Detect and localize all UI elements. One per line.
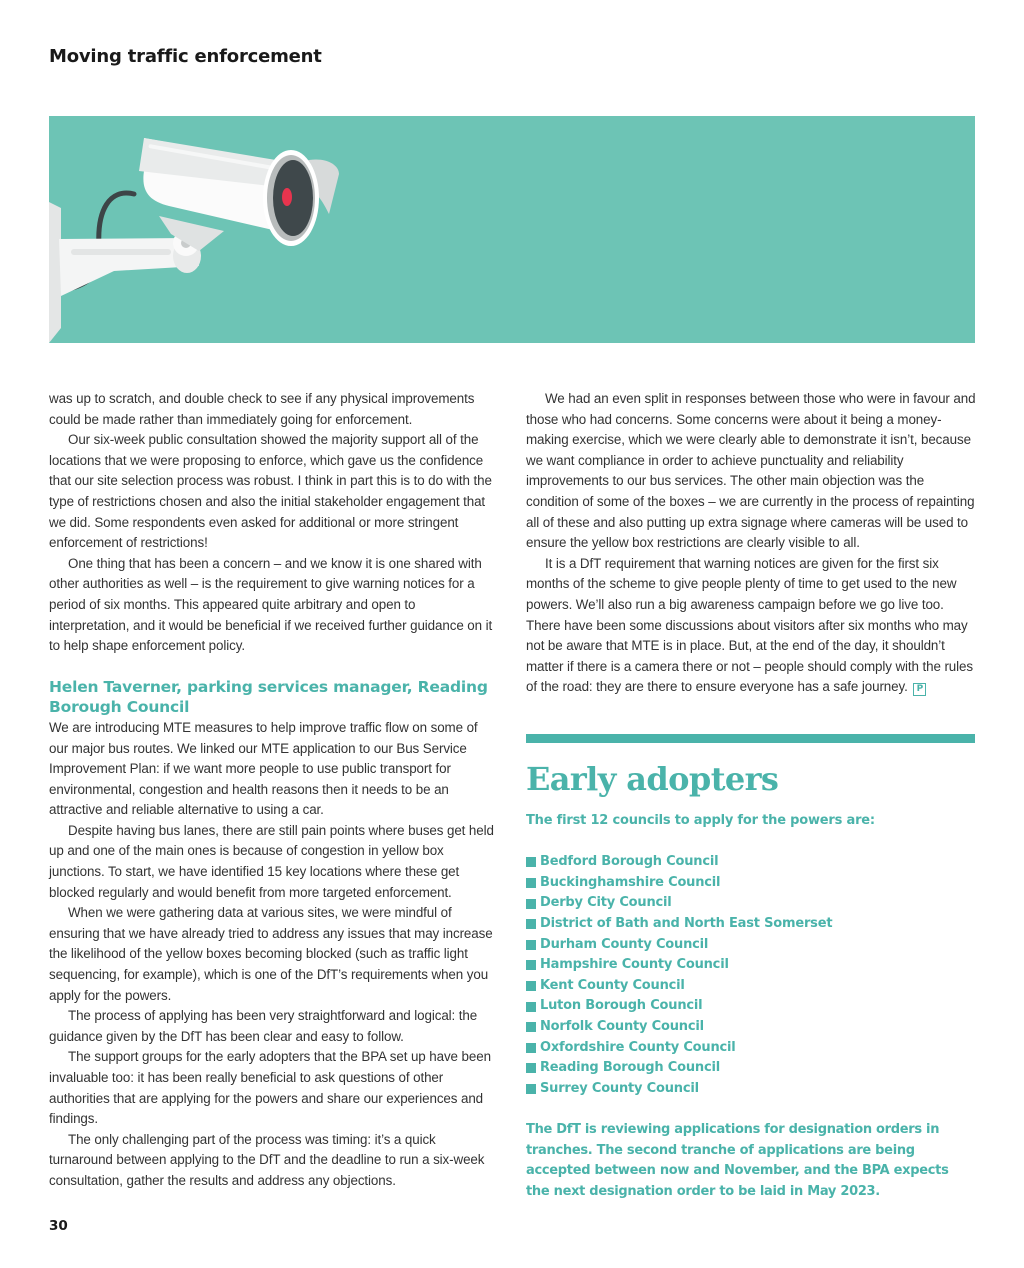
paragraph: Despite having bus lanes, there are still pain points where buses get held up and one of the main ones is because of congestion in yellow box junctions. To start, we have identified 15 key locations where these get blocked regularly and would benefit from more targeted enforcement.	[49, 822, 494, 900]
square-bullet-icon	[526, 857, 536, 867]
list-item	[526, 976, 975, 997]
section-subheading: Helen Taverner, parking services manager, Reading Borough Council	[49, 677, 488, 717]
paragraph: The only challenging part of the process was timing: it’s a quick turnaround between applying to the DfT and the deadline to run a six-week consultation, gather the results and address any objections.	[49, 1131, 485, 1188]
council-name: Surrey County Council	[540, 1080, 699, 1096]
list-item	[526, 996, 975, 1017]
cctv-camera-icon	[49, 116, 975, 343]
council-name: Derby City Council	[540, 895, 672, 911]
square-bullet-icon	[526, 960, 536, 970]
square-bullet-icon	[526, 1043, 536, 1053]
square-bullet-icon	[526, 919, 536, 929]
list-item	[526, 1038, 975, 1059]
square-bullet-icon	[526, 1063, 536, 1073]
council-name: Bedford Borough Council	[540, 854, 719, 870]
hero-banner	[49, 116, 975, 343]
square-bullet-icon	[526, 981, 536, 991]
paragraph: The process of applying has been very straightforward and logical: the guidance given by the DfT has been clear and easy to follow.	[49, 1008, 478, 1044]
list-item	[526, 935, 975, 956]
running-title: Moving traffic enforcement	[49, 46, 322, 67]
page-number: 30	[49, 1218, 68, 1234]
council-name: Durham County Council	[540, 936, 709, 952]
council-name: Hampshire County Council	[540, 957, 729, 973]
paragraph-text: It is a DfT requirement that warning notices are given for the first six months of the scheme to give people plenty of time to get used to the new powers. We’ll also run a big awareness campaign before we go live too. There have been some discussions about visitors after six months who may not be aware that MTE is in place. But, at the end of the day, it shouldn’t matter if there is a camera there or not – people should comply with the rules of the road: they are there to ensure everyone has a safe journey.	[526, 555, 973, 695]
panel-divider	[526, 734, 975, 743]
square-bullet-icon	[526, 878, 536, 888]
panel-intro: The first 12 councils to apply for the powers are:	[526, 813, 875, 828]
left-column	[49, 389, 497, 1192]
list-item	[526, 873, 975, 894]
square-bullet-icon	[526, 940, 536, 950]
paragraph: Our six-week public consultation showed the majority support all of the locations that we were proposing to enforce, which gave us the confidence that our site selection process was robust. I think in part this is to do with the type of restrictions chosen and also the initial stakeholder engagement that we did. Some respondents even asked for additional or more stringent enforcement of restrictions!	[49, 432, 492, 551]
square-bullet-icon	[526, 899, 536, 909]
paragraph: One thing that has been a concern – and we know it is one shared with other authorities as well – is the requirement to give warning notices for a period of six months. This appeared quite arbitrary and open to interpretation, and it would be beneficial if we received further guidance on it to help shape enforcement policy.	[49, 555, 493, 654]
council-list	[526, 852, 975, 1099]
panel-outro: The DfT is reviewing applications for designation orders in tranches. The second tranche of applications are being accepted between now and November, and the BPA expects the next designation order to be laid in May 2023.	[526, 1121, 949, 1199]
council-name: Oxfordshire County Council	[540, 1039, 736, 1055]
council-name: Luton Borough Council	[540, 998, 703, 1014]
list-item	[526, 955, 975, 976]
list-item	[526, 914, 975, 935]
council-name: District of Bath and North East Somerset	[540, 915, 833, 931]
square-bullet-icon	[526, 1022, 536, 1032]
list-item	[526, 893, 975, 914]
list-item	[526, 1017, 975, 1038]
paragraph: The support groups for the early adopters that the BPA set up have been invaluable too: it has been really beneficial to ask questions of other authorities that are applying for the powers and share our experiences and findings.	[49, 1049, 491, 1127]
square-bullet-icon	[526, 1002, 536, 1012]
paragraph: was up to scratch, and double check to see if any physical improvements could be made rather than immediately going for enforcement.	[49, 391, 475, 427]
list-item	[526, 852, 975, 873]
council-name: Buckinghamshire Council	[540, 874, 721, 890]
list-item	[526, 1079, 975, 1100]
paragraph: We are introducing MTE measures to help improve traffic flow on some of our major bus routes. We linked our MTE application to our Bus Service Improvement Plan: if we want more people to use public transport for environmental, congestion and health reasons then it needs to be an attractive and reliable alternative to using a car.	[49, 719, 478, 818]
council-name: Norfolk County Council	[540, 1018, 704, 1034]
square-bullet-icon	[526, 1084, 536, 1094]
council-name: Reading Borough Council	[540, 1060, 720, 1076]
paragraph-final	[526, 554, 976, 698]
list-item	[526, 1058, 975, 1079]
council-name: Kent County Council	[540, 977, 685, 993]
parking-end-mark-icon: P	[913, 683, 926, 696]
early-adopters-panel	[526, 734, 975, 1202]
panel-title: Early adopters	[526, 760, 779, 798]
paragraph: We had an even split in responses between those who were in favour and those who had concerns. Some concerns were about it being a money-making exercise, which we were clearly able to demonstrate it isn’t, because we want compliance in order to achieve punctuality and reliability improvements to our bus services. The other main objection was the condition of some of the boxes – we are currently in the process of repainting all of these and also putting up extra signage where cameras will be used to ensure the yellow box restrictions are clearly visible to all.	[526, 391, 976, 551]
paragraph: When we were gathering data at various sites, we were mindful of ensuring that we have already tried to address any issues that may increase the likelihood of the yellow boxes becoming blocked (such as traffic light sequencing, for example), which is one of the DfT’s requirements when you apply for the powers.	[49, 905, 493, 1003]
right-column	[526, 389, 976, 698]
